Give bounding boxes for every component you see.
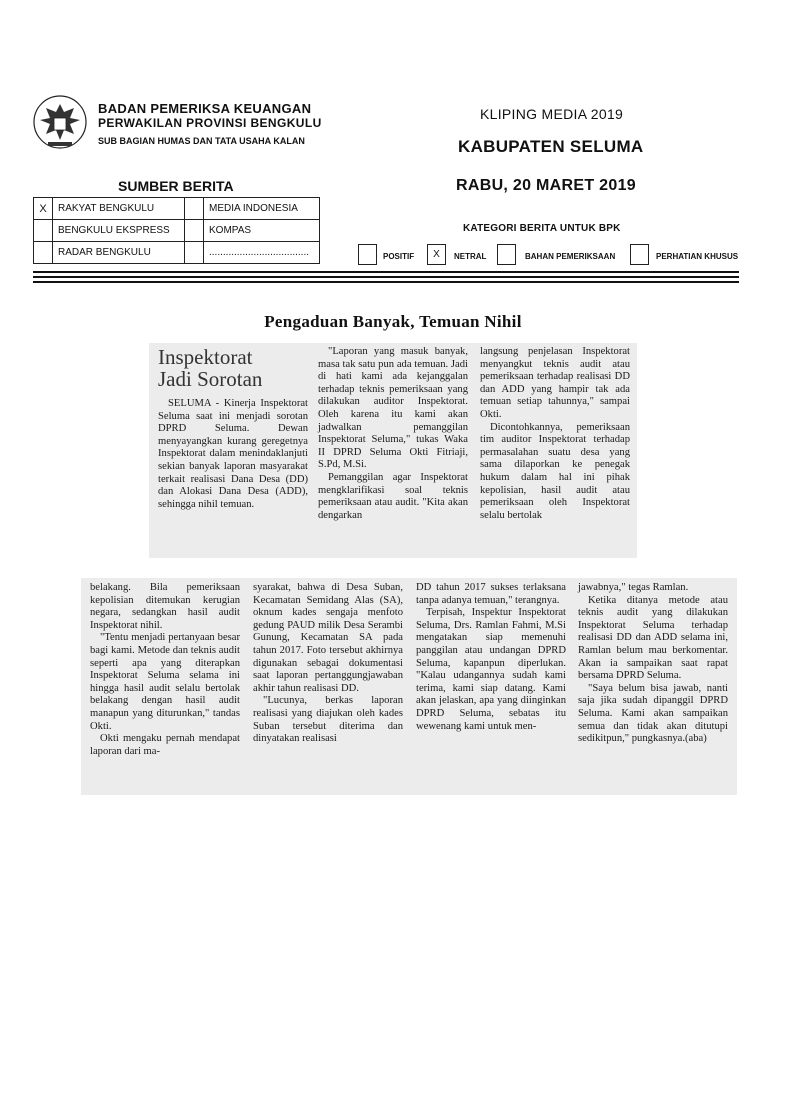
org-line-1: BADAN PEMERIKSA KEUANGAN <box>98 101 312 116</box>
source-name: BENGKULU EKSPRESS <box>53 220 185 242</box>
kategori-checkbox-netral: X <box>427 244 446 265</box>
article-paragraph: "Laporan yang masuk banyak, masa tak satu pun ada temuan. Jadi di hati kami ada kejanggalan terhadap teknis pemeriksaan yang dilakukan auditor Inspektorat. Oleh karena itu kami akan jadwalkan pemanggilan Inspektorat Seluma," tukas Waka II DPRD Seluma Okti Fitriaji, S.Pd, M.Si. <box>318 346 468 471</box>
article-paragraph: Terpisah, Inspektur Inspektorat Seluma, Drs. Ramlan Fahmi, M.Si mengatakan siap memenuhi panggilan atau undangan DPRD Seluma, kapanpun diperlukan. "Kalau udangannya sudah kami terima, kami siap datang. Kami akan jelaskan, apa yang diinginkan DPRD Seluma, sebatas itu wewenang kami untuk men- <box>416 607 566 732</box>
organization-name <box>98 101 322 149</box>
article-paragraph: "Lucunya, berkas laporan realisasi yang diajukan oleh kades Suban tersebut diterima dan dinyatakan realisasi <box>253 695 403 745</box>
kategori-checkbox-positif <box>358 244 377 265</box>
article-column <box>480 346 630 522</box>
article-paragraph: "Tentu menjadi pertanyaan besar bagi kami. Metode dan teknis audit seperti apa yang diterapkan Inspektorat Seluma selama ini hingga hasil audit selalu bertolak belakang dengan hasil audit manapun yang diturunkan," tandas Okti. <box>90 632 240 732</box>
divider <box>33 271 739 273</box>
article-column <box>158 346 308 511</box>
date-title: RABU, 20 MARET 2019 <box>456 177 636 194</box>
kategori-label-bahan: BAHAN PEMERIKSAAN <box>525 252 616 261</box>
source-checkbox <box>185 242 204 264</box>
article-paragraph: Ketika ditanya metode atau teknis audit yang dilakukan Inspektorat Seluma terhadap realisasi DD dan ADD selama ini, Ramlan belum mau berkomentar. Akan ia sampaikan saat rapat bersama DPRD Seluma. <box>578 594 728 682</box>
table-row <box>34 242 320 264</box>
source-name: .................................... <box>204 242 320 264</box>
article-paragraph: Pemanggilan agar Inspektorat mengklarifikasi soal teknis pemeriksaan atau audit. "Kita akan dengarkan <box>318 471 468 521</box>
kategori-label-perhatian: PERHATIAN KHUSUS <box>656 252 739 261</box>
article-column <box>253 582 403 746</box>
article-paragraph: jawabnya," tegas Ramlan. <box>578 582 689 593</box>
source-checkbox <box>34 242 53 264</box>
kliping-title: KLIPING MEDIA 2019 <box>480 106 624 122</box>
divider <box>33 276 739 278</box>
source-name: RADAR BENGKULU <box>53 242 185 264</box>
source-name: RAKYAT BENGKULU <box>53 198 185 220</box>
article-column <box>90 582 240 758</box>
source-checkbox <box>34 220 53 242</box>
article-headline: Pengaduan Banyak, Temuan Nihil <box>264 312 522 331</box>
org-line-2: PERWAKILAN PROVINSI BENGKULU <box>98 116 322 130</box>
table-row <box>34 220 320 242</box>
org-line-3: SUB BAGIAN HUMAS DAN TATA USAHA KALAN <box>98 136 305 146</box>
article-paragraph: Okti mengaku pernah mendapat laporan dari ma- <box>90 733 240 757</box>
article-paragraph: DD tahun 2017 sukses terlaksana tanpa adanya temuan," terangnya. <box>416 582 566 606</box>
subhead-line-1: Inspektorat <box>158 345 253 369</box>
kategori-title: KATEGORI BERITA UNTUK BPK <box>463 223 621 234</box>
source-checkbox <box>185 198 204 220</box>
divider <box>33 281 739 283</box>
article-paragraph: syarakat, bahwa di Desa Suban, Kecamatan Semidang Alas (SA), oknum kades sengaja menfoto gedung PAUD milik Desa Serambi Gunung, Kecamatan SA pada tahun 2017. Foto tersebut akhirnya digunakan sebagai dokumentasi saat laporan pertanggungjawaban akhir tahun realisasi DD. <box>253 582 403 694</box>
subhead-line-2: Jadi Sorotan <box>158 367 263 391</box>
article-paragraph: langsung penjelasan Inspektorat menyangkut teknis audit atau pemeriksaan terhadap realisasi DD dan ADD yang hampir tak ada temuan setiap tahunnya," sampai Okti. <box>480 346 630 420</box>
source-checkbox <box>185 220 204 242</box>
article-paragraph: Dicontohkannya, pemeriksaan tim auditor Inspektorat terhadap permasalahan suatu desa yang sama dilaporkan ke penegak hukum dalam hal ini pihak kepolisian, hasil audit atau pemeriksaan oleh Inspektorat selalu bertolak <box>480 421 630 521</box>
kategori-checkbox-perhatian <box>630 244 649 265</box>
sumber-berita-table <box>33 197 320 264</box>
garuda-emblem-icon <box>32 92 88 152</box>
article-column <box>318 346 468 522</box>
article-paragraph: SELUMA - Kinerja Inspektorat Seluma saat ini menjadi sorotan DPRD Seluma. Dewan menyayangkan kurang geregetnya Inspektorat dalam menindaklanjuti sekian banyak laporan masyarakat terkait realisasi Dana Desa (DD) dan Alokasi Dana Desa (ADD), sehingga nihil temuan. <box>158 398 308 510</box>
article-column <box>416 582 566 733</box>
source-checkbox: X <box>34 198 53 220</box>
kategori-label-positif: POSITIF <box>383 252 415 261</box>
kategori-checkbox-bahan <box>497 244 516 265</box>
kabupaten-title: KABUPATEN SELUMA <box>458 137 644 156</box>
article-paragraph: "Saya belum bisa jawab, nanti saja jika sudah dipanggil DPRD Seluma. Kami akan sampaikan semua dan tidak akan ditutupi sedikitpun," pungkasnya.(aba) <box>578 682 728 745</box>
table-row <box>34 198 320 220</box>
sumber-berita-title: SUMBER BERITA <box>118 178 234 194</box>
article-paragraph: belakang. Bila pemeriksaan kepolisian ditemukan kerugian negara, sedangkan hasil audit Inspektorat nihil. <box>90 582 240 631</box>
article-column <box>578 582 728 746</box>
article-subhead <box>158 346 308 390</box>
kategori-label-netral: NETRAL <box>454 252 487 261</box>
source-name: MEDIA INDONESIA <box>204 198 320 220</box>
source-name: KOMPAS <box>204 220 320 242</box>
